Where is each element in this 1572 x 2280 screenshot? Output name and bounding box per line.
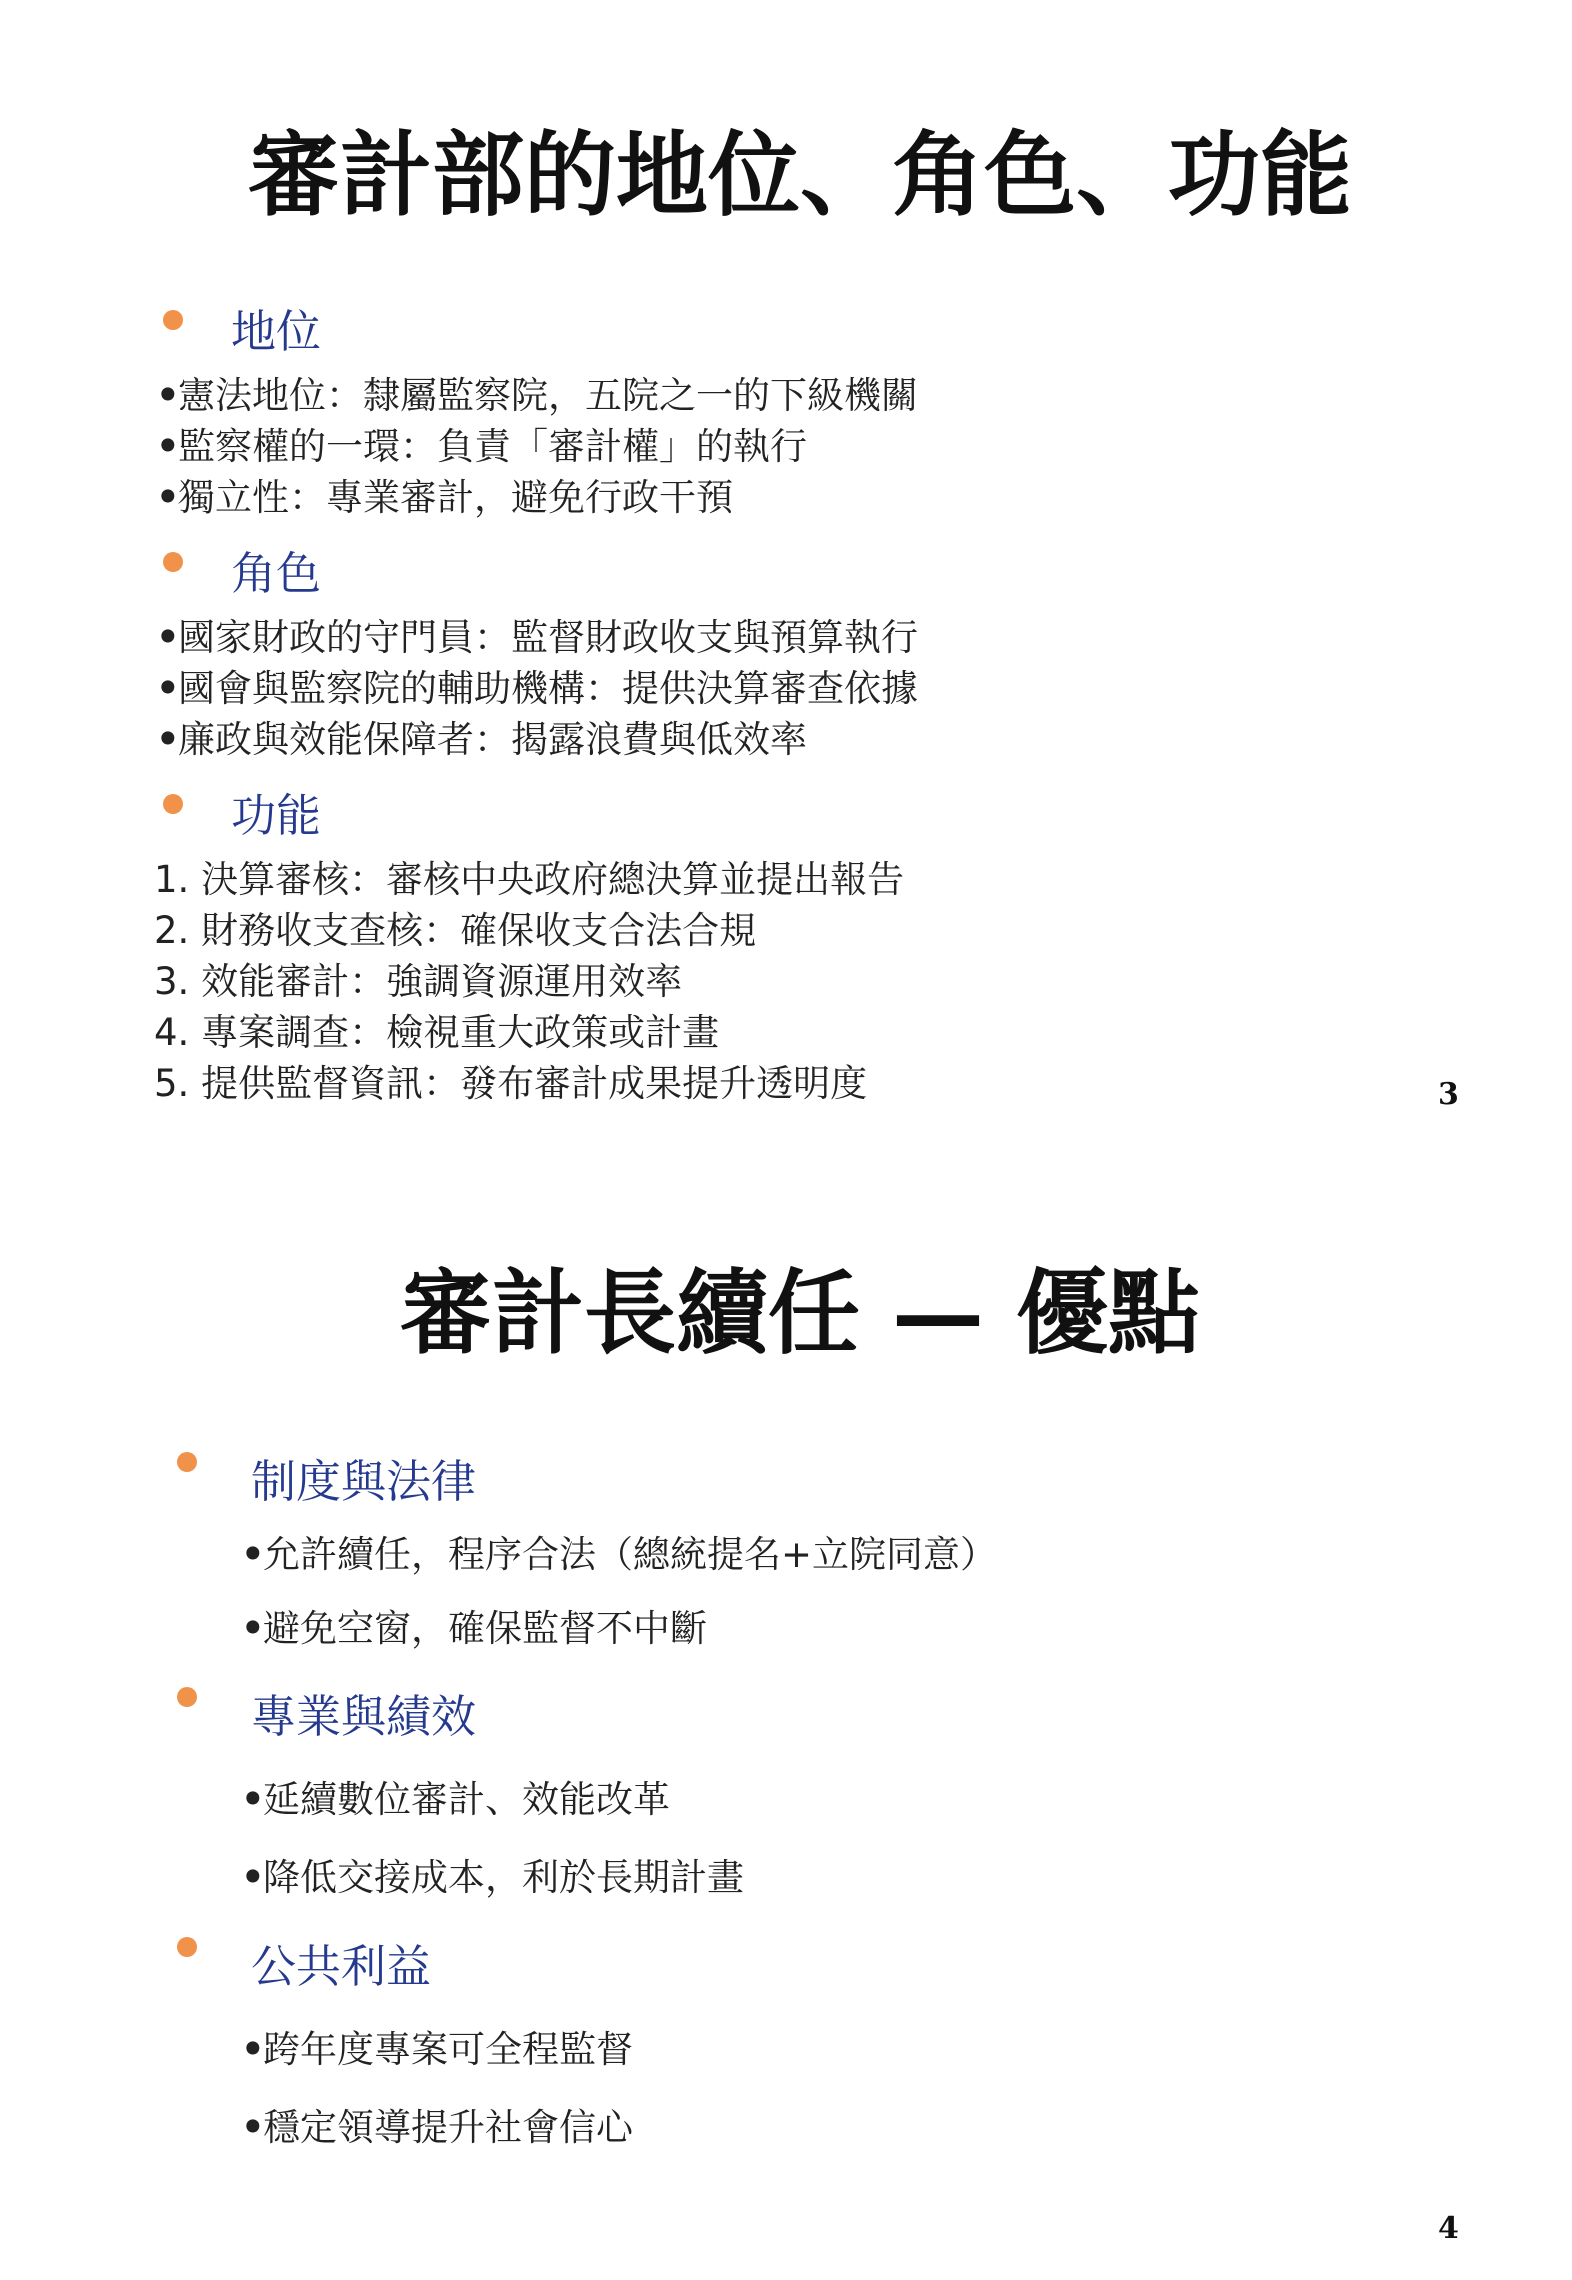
bullet-icon: • (241, 2028, 265, 2071)
bullet-icon: • (156, 616, 180, 659)
list-item: •降低交接成本，利於長期計畫 (241, 1856, 744, 1899)
bullet-icon: • (241, 1607, 265, 1650)
section-label: 地位 (231, 305, 322, 358)
orange-dot-icon (163, 794, 183, 814)
list-item: •延續數位審計、效能改革 (241, 1778, 670, 1821)
section-label: 制度與法律 (251, 1455, 477, 1508)
orange-dot-icon (177, 1687, 197, 1707)
list-item: •避免空窗，確保監督不中斷 (241, 1607, 707, 1650)
slide-title: 審計部的地位、角色、功能 (247, 121, 1352, 229)
bullet-icon: • (156, 374, 180, 417)
bullet-icon: • (156, 718, 180, 761)
page-number: 4 (1438, 2211, 1459, 2246)
section-heading-system-law (177, 1452, 476, 1508)
bullet-icon: • (156, 425, 180, 468)
list-item: •憲法地位：隸屬監察院，五院之一的下級機關 (156, 374, 918, 417)
section-heading-status (163, 305, 322, 358)
section-label: 功能 (231, 789, 322, 842)
numbered-item: 5. 提供監督資訊：發布審計成果提升透明度 (154, 1062, 868, 1105)
bullet-icon: • (241, 1778, 265, 1821)
slide-4 (0, 1140, 1572, 2280)
orange-dot-icon (177, 1937, 197, 1957)
list-item: •跨年度專案可全程監督 (241, 2028, 633, 2071)
page-number: 3 (1438, 1077, 1459, 1112)
numbered-item: 2. 財務收支查核：確保收支合法合規 (154, 909, 757, 952)
orange-dot-icon (163, 310, 183, 330)
slide-title: 審計長續任 — 優點 (399, 1259, 1201, 1367)
list-item: •國家財政的守門員：監督財政收支與預算執行 (156, 616, 918, 659)
numbered-item: 3. 效能審計：強調資源運用效率 (154, 960, 683, 1003)
section-heading-public-interest (177, 1937, 431, 1993)
section-label: 專業與績效 (251, 1690, 477, 1743)
section-heading-role (163, 547, 322, 600)
numbered-item: 1. 決算審核：審核中央政府總決算並提出報告 (154, 858, 905, 901)
list-item: •監察權的一環：負責「審計權」的執行 (156, 425, 807, 468)
bullet-icon: • (241, 1533, 265, 1576)
section-heading-function (163, 789, 322, 842)
section-label: 角色 (231, 547, 322, 600)
bullet-icon: • (241, 1856, 265, 1899)
bullet-icon: • (156, 667, 180, 710)
list-item: •允許續任，程序合法（總統提名+立院同意） (241, 1533, 998, 1576)
orange-dot-icon (177, 1452, 197, 1472)
list-item: •獨立性：專業審計，避免行政干預 (156, 476, 733, 519)
list-item: •國會與監察院的輔助機構：提供決算審查依據 (156, 667, 918, 710)
orange-dot-icon (163, 552, 183, 572)
numbered-item: 4. 專案調查：檢視重大政策或計畫 (154, 1011, 720, 1054)
section-heading-performance (177, 1687, 476, 1743)
section-label: 公共利益 (251, 1940, 432, 1993)
list-item: •穩定領導提升社會信心 (241, 2106, 633, 2149)
bullet-icon: • (241, 2106, 265, 2149)
bullet-icon: • (156, 476, 180, 519)
list-item: •廉政與效能保障者：揭露浪費與低效率 (156, 718, 807, 761)
